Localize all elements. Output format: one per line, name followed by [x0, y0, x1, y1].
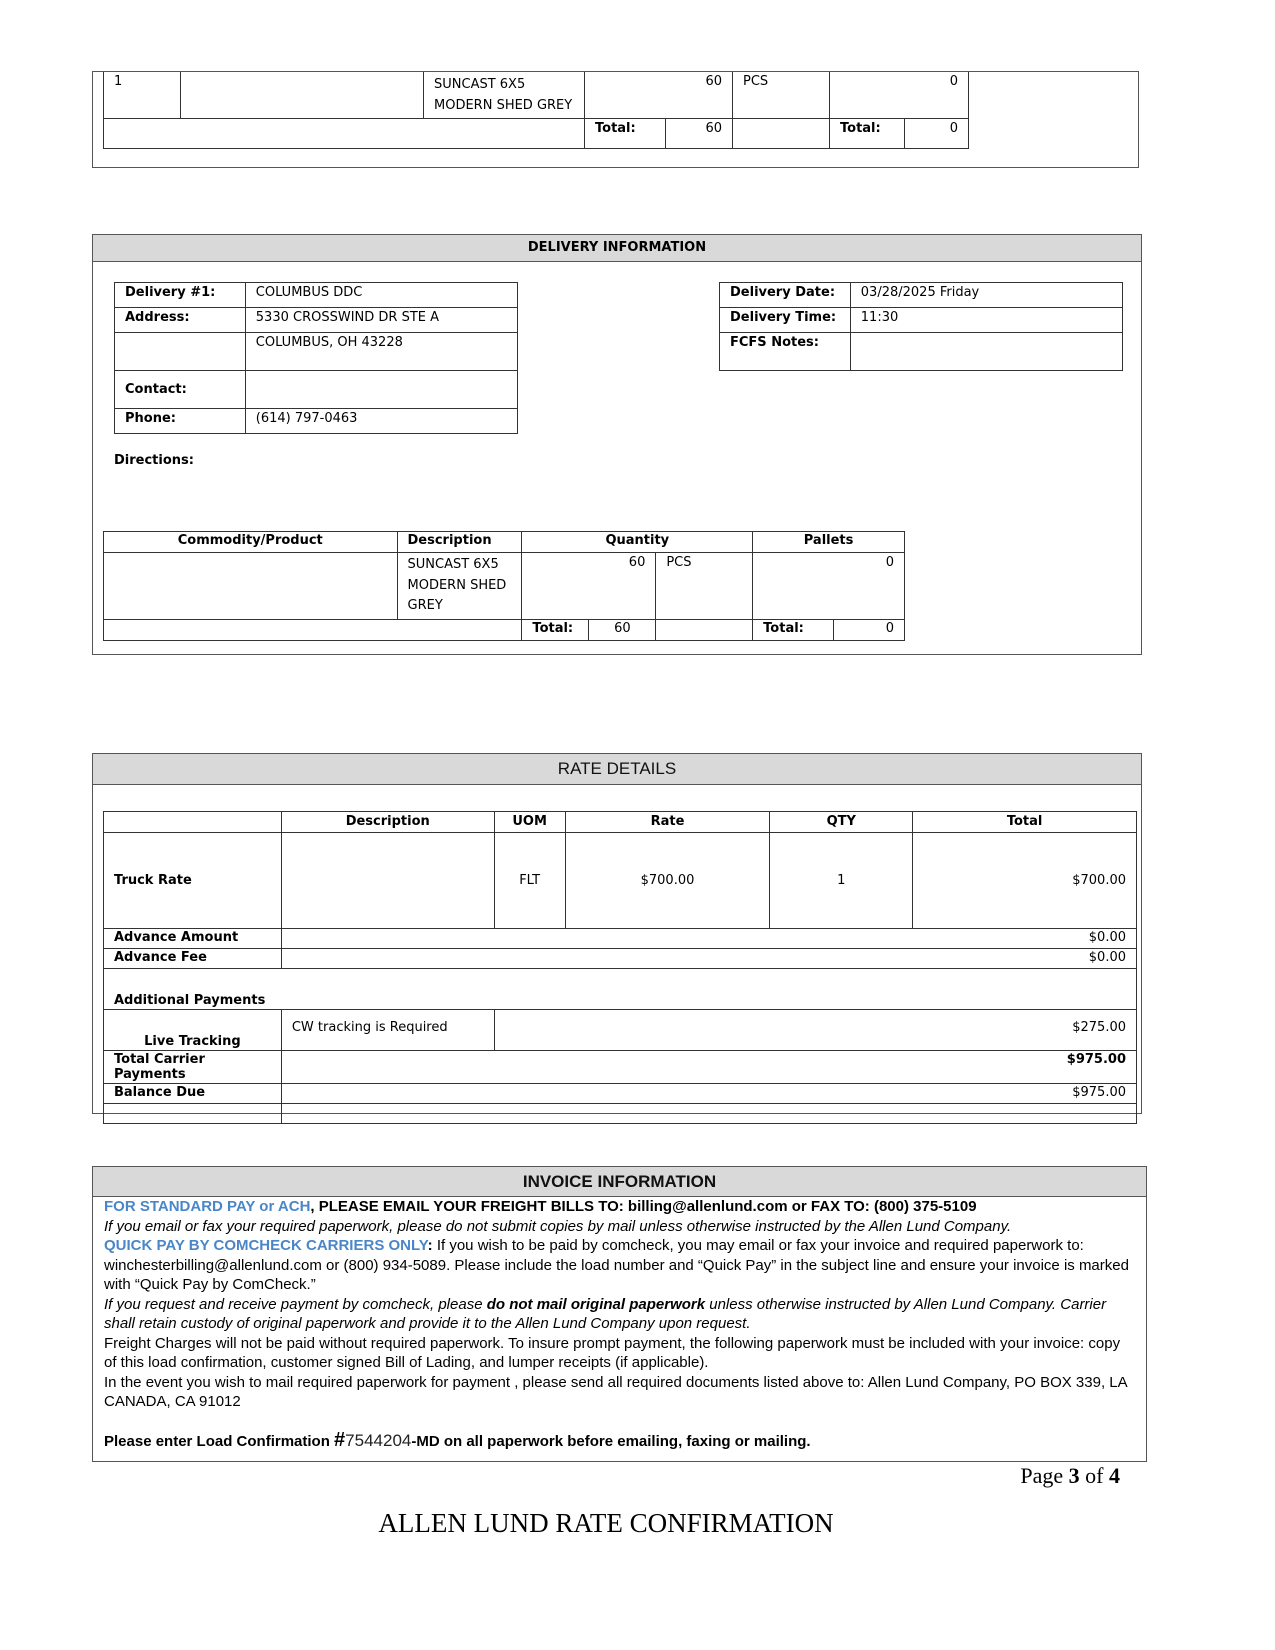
delivery-time-label: Delivery Time:	[720, 308, 851, 333]
load-hash: #	[334, 1428, 346, 1451]
invoice-header: INVOICE INFORMATION	[93, 1167, 1146, 1197]
invoice-text	[104, 1197, 1134, 1451]
column-header: Pallets	[753, 532, 905, 553]
line-number: 1	[104, 72, 181, 119]
pallets-cell: 0	[830, 72, 969, 119]
empty-cell	[656, 619, 753, 640]
quick-pay-colon: :	[427, 1237, 433, 1254]
load-confirmation-line	[104, 1428, 1134, 1452]
table-row	[104, 1084, 1137, 1104]
page-current: 3	[1068, 1463, 1080, 1488]
rate-header: RATE DETAILS	[93, 754, 1141, 785]
comcheck-text-a: If you request and receive payment by comcheck, please	[104, 1295, 487, 1313]
commodity-cell	[181, 72, 424, 119]
live-tracking-label: Live Tracking	[104, 1010, 282, 1051]
address-line2: COLUMBUS, OH 43228	[245, 333, 517, 371]
balance-due-label: Balance Due	[104, 1084, 282, 1104]
paperwork-note: If you email or fax your required paperwork, please do not submit copies by mail unless otherwise instructed by the Allen Lund Company.	[104, 1217, 1012, 1235]
empty-cell	[281, 1104, 1136, 1124]
address-label: Address:	[115, 308, 246, 333]
delivery-date-table	[719, 282, 1123, 371]
truck-rate-qty: 1	[770, 833, 913, 929]
comcheck-paragraph	[104, 1295, 1134, 1334]
truck-rate-uom: FLT	[494, 833, 565, 929]
top-commodity-table	[103, 72, 969, 149]
phone-value: (614) 797-0463	[245, 409, 517, 434]
delivery-information-section	[92, 234, 1142, 655]
total-label: Total:	[522, 619, 589, 640]
load-text-a: Please enter Load Confirmation	[104, 1432, 335, 1450]
qty-cell: 60	[522, 553, 656, 620]
empty-cell	[104, 119, 585, 149]
invoice-information-section	[92, 1166, 1147, 1462]
commodity-cell	[104, 553, 398, 620]
truck-rate-total: $700.00	[913, 833, 1137, 929]
delivery-number-label: Delivery #1:	[115, 283, 246, 308]
pallets-total-label: Total:	[830, 119, 905, 149]
table-row	[104, 929, 1137, 949]
table-row	[104, 119, 969, 149]
standard-pay-label: FOR STANDARD PAY or ACH	[104, 1198, 311, 1215]
total-carrier-payments-value: $975.00	[281, 1051, 1136, 1084]
pallets-cell: 0	[753, 553, 905, 620]
empty-cell	[104, 812, 282, 833]
table-row	[104, 532, 905, 553]
standard-pay-text: , PLEASE EMAIL YOUR FREIGHT BILLS TO: billing@allenlund.com or FAX TO: (800) 375-5109	[310, 1198, 977, 1215]
column-header: Quantity	[522, 532, 753, 553]
quick-pay-label: QUICK PAY BY COMCHECK CARRIERS ONLY	[104, 1237, 428, 1254]
table-row	[104, 949, 1137, 969]
directions-label: Directions:	[114, 453, 194, 468]
pallets-total-label: Total:	[753, 619, 834, 640]
table-row	[115, 409, 518, 434]
column-header: Total	[913, 812, 1137, 833]
fcfs-notes-label: FCFS Notes:	[720, 333, 851, 371]
standard-pay-line	[104, 1197, 1134, 1217]
advance-fee-label: Advance Fee	[104, 949, 282, 969]
unit-cell: PCS	[733, 72, 830, 119]
additional-payments-label: Additional Payments	[104, 969, 1137, 1010]
phone-label: Phone:	[115, 409, 246, 434]
page-number	[900, 1463, 1120, 1489]
delivery-number-value: COLUMBUS DDC	[245, 283, 517, 308]
balance-due-value: $975.00	[281, 1084, 1136, 1104]
column-header: UOM	[494, 812, 565, 833]
total-carrier-payments-label: Total Carrier Payments	[104, 1051, 282, 1084]
contact-label: Contact:	[115, 371, 246, 409]
table-row	[720, 283, 1123, 308]
quick-pay-text: If you wish to be paid by comcheck, you may email or fax your invoice and required paperwork to: winchesterbilling@allenlund.com or (800) 934-5089. Please include the load number and “Quick Pay” in the subject line and ensure your invoice is marked with “Quick Pay by ComCheck.”	[104, 1237, 1129, 1293]
quick-pay-paragraph	[104, 1236, 1134, 1295]
table-row	[104, 812, 1137, 833]
column-header: Rate	[565, 812, 770, 833]
freight-charges-paragraph: Freight Charges will not be paid without required paperwork. To insure prompt payment, the following paperwork must be included with your invoice: copy of this load confirmation, customer signed Bill of Lading, and lumper receipts (if applicable).	[104, 1334, 1121, 1371]
contact-value	[245, 371, 517, 409]
table-row	[104, 619, 905, 640]
empty-cell	[104, 619, 522, 640]
delivery-commodity-table	[103, 531, 905, 641]
description-cell: SUNCAST 6X5 MODERN SHED GREY	[424, 72, 585, 119]
delivery-address-table	[114, 282, 518, 434]
page-total: 4	[1109, 1463, 1120, 1488]
total-label: Total:	[585, 119, 666, 149]
mail-paragraph: In the event you wish to mail required paperwork for payment , please send all required documents listed above to: Allen Lund Company, PO BOX 339, LA CANADA, CA 91012	[104, 1373, 1127, 1410]
description-cell: SUNCAST 6X5 MODERN SHED GREY	[397, 553, 522, 620]
advance-amount-label: Advance Amount	[104, 929, 282, 949]
table-row	[104, 553, 905, 620]
fcfs-notes-value	[850, 333, 1122, 371]
delivery-date-label: Delivery Date:	[720, 283, 851, 308]
table-row	[720, 308, 1123, 333]
document-title: ALLEN LUND RATE CONFIRMATION	[378, 1508, 834, 1538]
rate-table	[103, 811, 1137, 1124]
truck-rate-label: Truck Rate	[104, 833, 282, 929]
table-row	[115, 333, 518, 371]
truck-rate-rate: $700.00	[565, 833, 770, 929]
table-row	[104, 833, 1137, 929]
table-row	[104, 1010, 1137, 1051]
page-word: Page	[1020, 1463, 1069, 1488]
total-pallets: 0	[834, 619, 905, 640]
address-line1: 5330 CROSSWIND DR STE A	[245, 308, 517, 333]
total-pallets: 0	[905, 119, 969, 149]
column-header: Description	[281, 812, 494, 833]
comcheck-text-b: do not mail original paperwork	[486, 1295, 706, 1313]
comcheck-text-c: unless otherwise instructed by Allen Lund Company. Carrier shall retain custody of original paperwork and provide it to the Allen Lund Company upon request.	[104, 1295, 1107, 1332]
address-label-empty	[115, 333, 246, 371]
load-text-b: -MD on all paperwork before emailing, faxing or mailing.	[411, 1432, 811, 1450]
empty-cell	[733, 119, 830, 149]
unit-cell: PCS	[656, 553, 753, 620]
load-number: 7544204	[345, 1430, 412, 1450]
column-header: Commodity/Product	[104, 532, 398, 553]
empty-cell	[104, 1104, 282, 1124]
table-row	[115, 371, 518, 409]
live-tracking-value: $275.00	[494, 1010, 1136, 1051]
table-row	[115, 283, 518, 308]
column-header: QTY	[770, 812, 913, 833]
column-header: Description	[397, 532, 522, 553]
table-row	[720, 333, 1123, 371]
table-row	[115, 308, 518, 333]
truck-rate-description	[281, 833, 494, 929]
top-shipment-section	[92, 71, 1139, 168]
delivery-date-value: 03/28/2025 Friday	[850, 283, 1122, 308]
delivery-header: DELIVERY INFORMATION	[93, 235, 1141, 262]
table-row	[104, 72, 969, 119]
table-row	[104, 1104, 1137, 1124]
advance-amount-value: $0.00	[281, 929, 1136, 949]
rate-details-section	[92, 753, 1142, 1114]
advance-fee-value: $0.00	[281, 949, 1136, 969]
table-row	[104, 969, 1137, 1010]
qty-cell: 60	[585, 72, 733, 119]
live-tracking-description: CW tracking is Required	[281, 1010, 494, 1051]
table-row	[104, 1051, 1137, 1084]
of-word: of	[1079, 1463, 1109, 1488]
total-qty: 60	[666, 119, 733, 149]
delivery-time-value: 11:30	[850, 308, 1122, 333]
total-qty: 60	[589, 619, 656, 640]
